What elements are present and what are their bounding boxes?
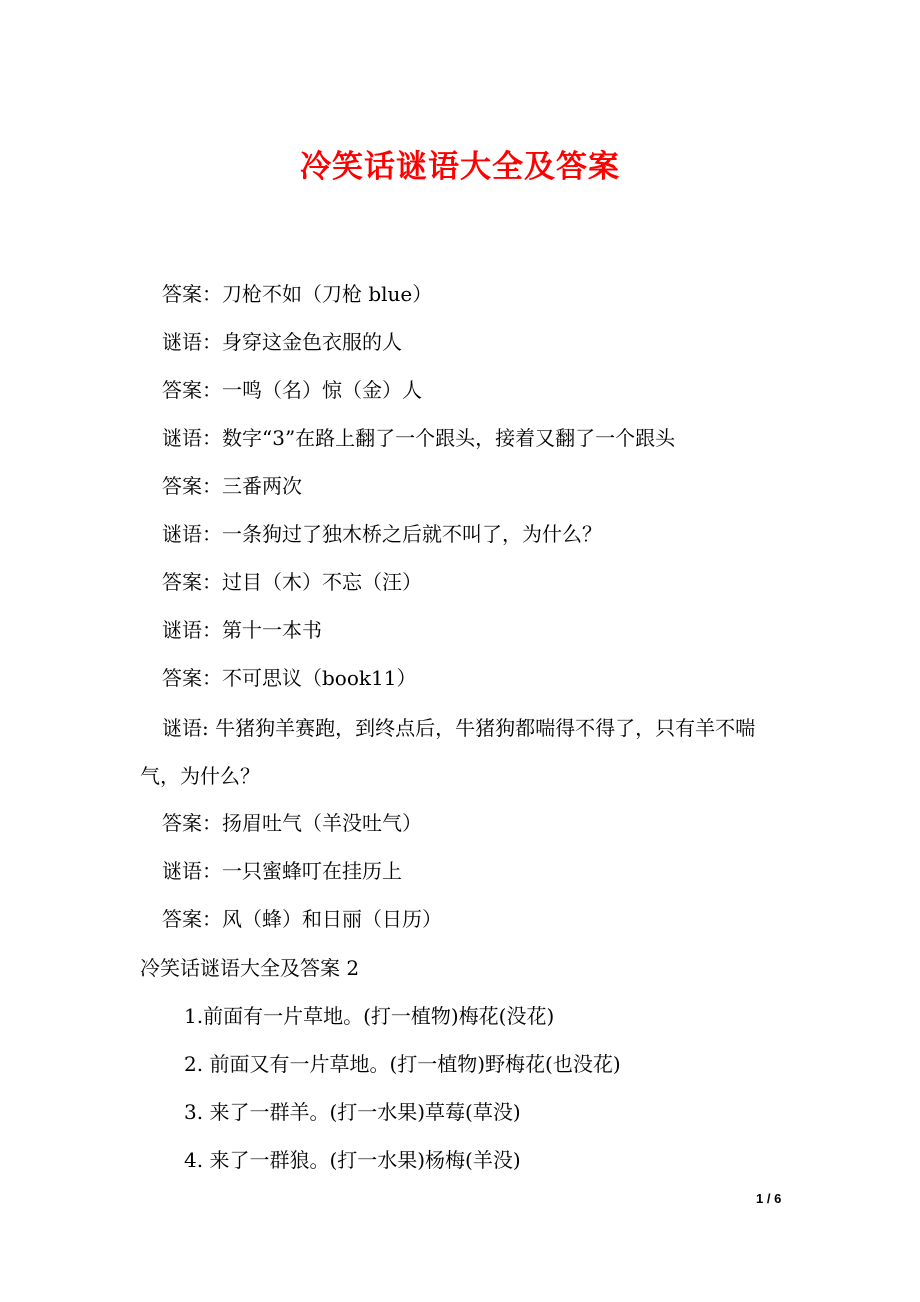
answer-line: 答案：扬眉吐气（羊没吐气） bbox=[162, 811, 422, 835]
numbered-item: 3. 来了一群羊。(打一水果)草莓(草没) bbox=[184, 1100, 521, 1124]
riddle-line: 谜语：身穿这金色衣服的人 bbox=[162, 330, 402, 354]
page-number: 1 / 6 bbox=[756, 1191, 782, 1206]
riddle-line: 谜语：一只蜜蜂叮在挂历上 bbox=[162, 859, 402, 883]
section-heading: 冷笑话谜语大全及答案 2 bbox=[140, 956, 360, 980]
document-title: 冷笑话谜语大全及答案 bbox=[300, 149, 620, 185]
answer-line: 答案：三番两次 bbox=[162, 474, 302, 498]
answer-line: 答案：刀枪不如（刀枪 blue） bbox=[162, 282, 433, 306]
answer-line: 答案：风（蜂）和日丽（日历） bbox=[162, 907, 442, 931]
riddle-paragraph: 谜语: 牛猪狗羊赛跑，到终点后，牛猪狗都喘得不得了，只有羊不喘气，为什么？ bbox=[140, 716, 756, 788]
riddle-line: 谜语：第十一本书 bbox=[162, 618, 322, 642]
riddle-line: 谜语：数字“3”在路上翻了一个跟头，接着又翻了一个跟头 bbox=[162, 426, 676, 450]
numbered-item: 4. 来了一群狼。(打一水果)杨梅(羊没) bbox=[184, 1148, 521, 1172]
answer-line: 答案：不可思议（book11） bbox=[162, 666, 417, 690]
answer-line: 答案：过目（木）不忘（汪） bbox=[162, 570, 422, 594]
numbered-item: 2. 前面又有一片草地。(打一植物)野梅花(也没花) bbox=[184, 1052, 621, 1076]
answer-line: 答案：一鸣（名）惊（金）人 bbox=[162, 378, 422, 402]
numbered-item: 1.前面有一片草地。(打一植物)梅花(没花) bbox=[184, 1004, 555, 1028]
riddle-line: 谜语：一条狗过了独木桥之后就不叫了，为什么？ bbox=[162, 522, 602, 546]
